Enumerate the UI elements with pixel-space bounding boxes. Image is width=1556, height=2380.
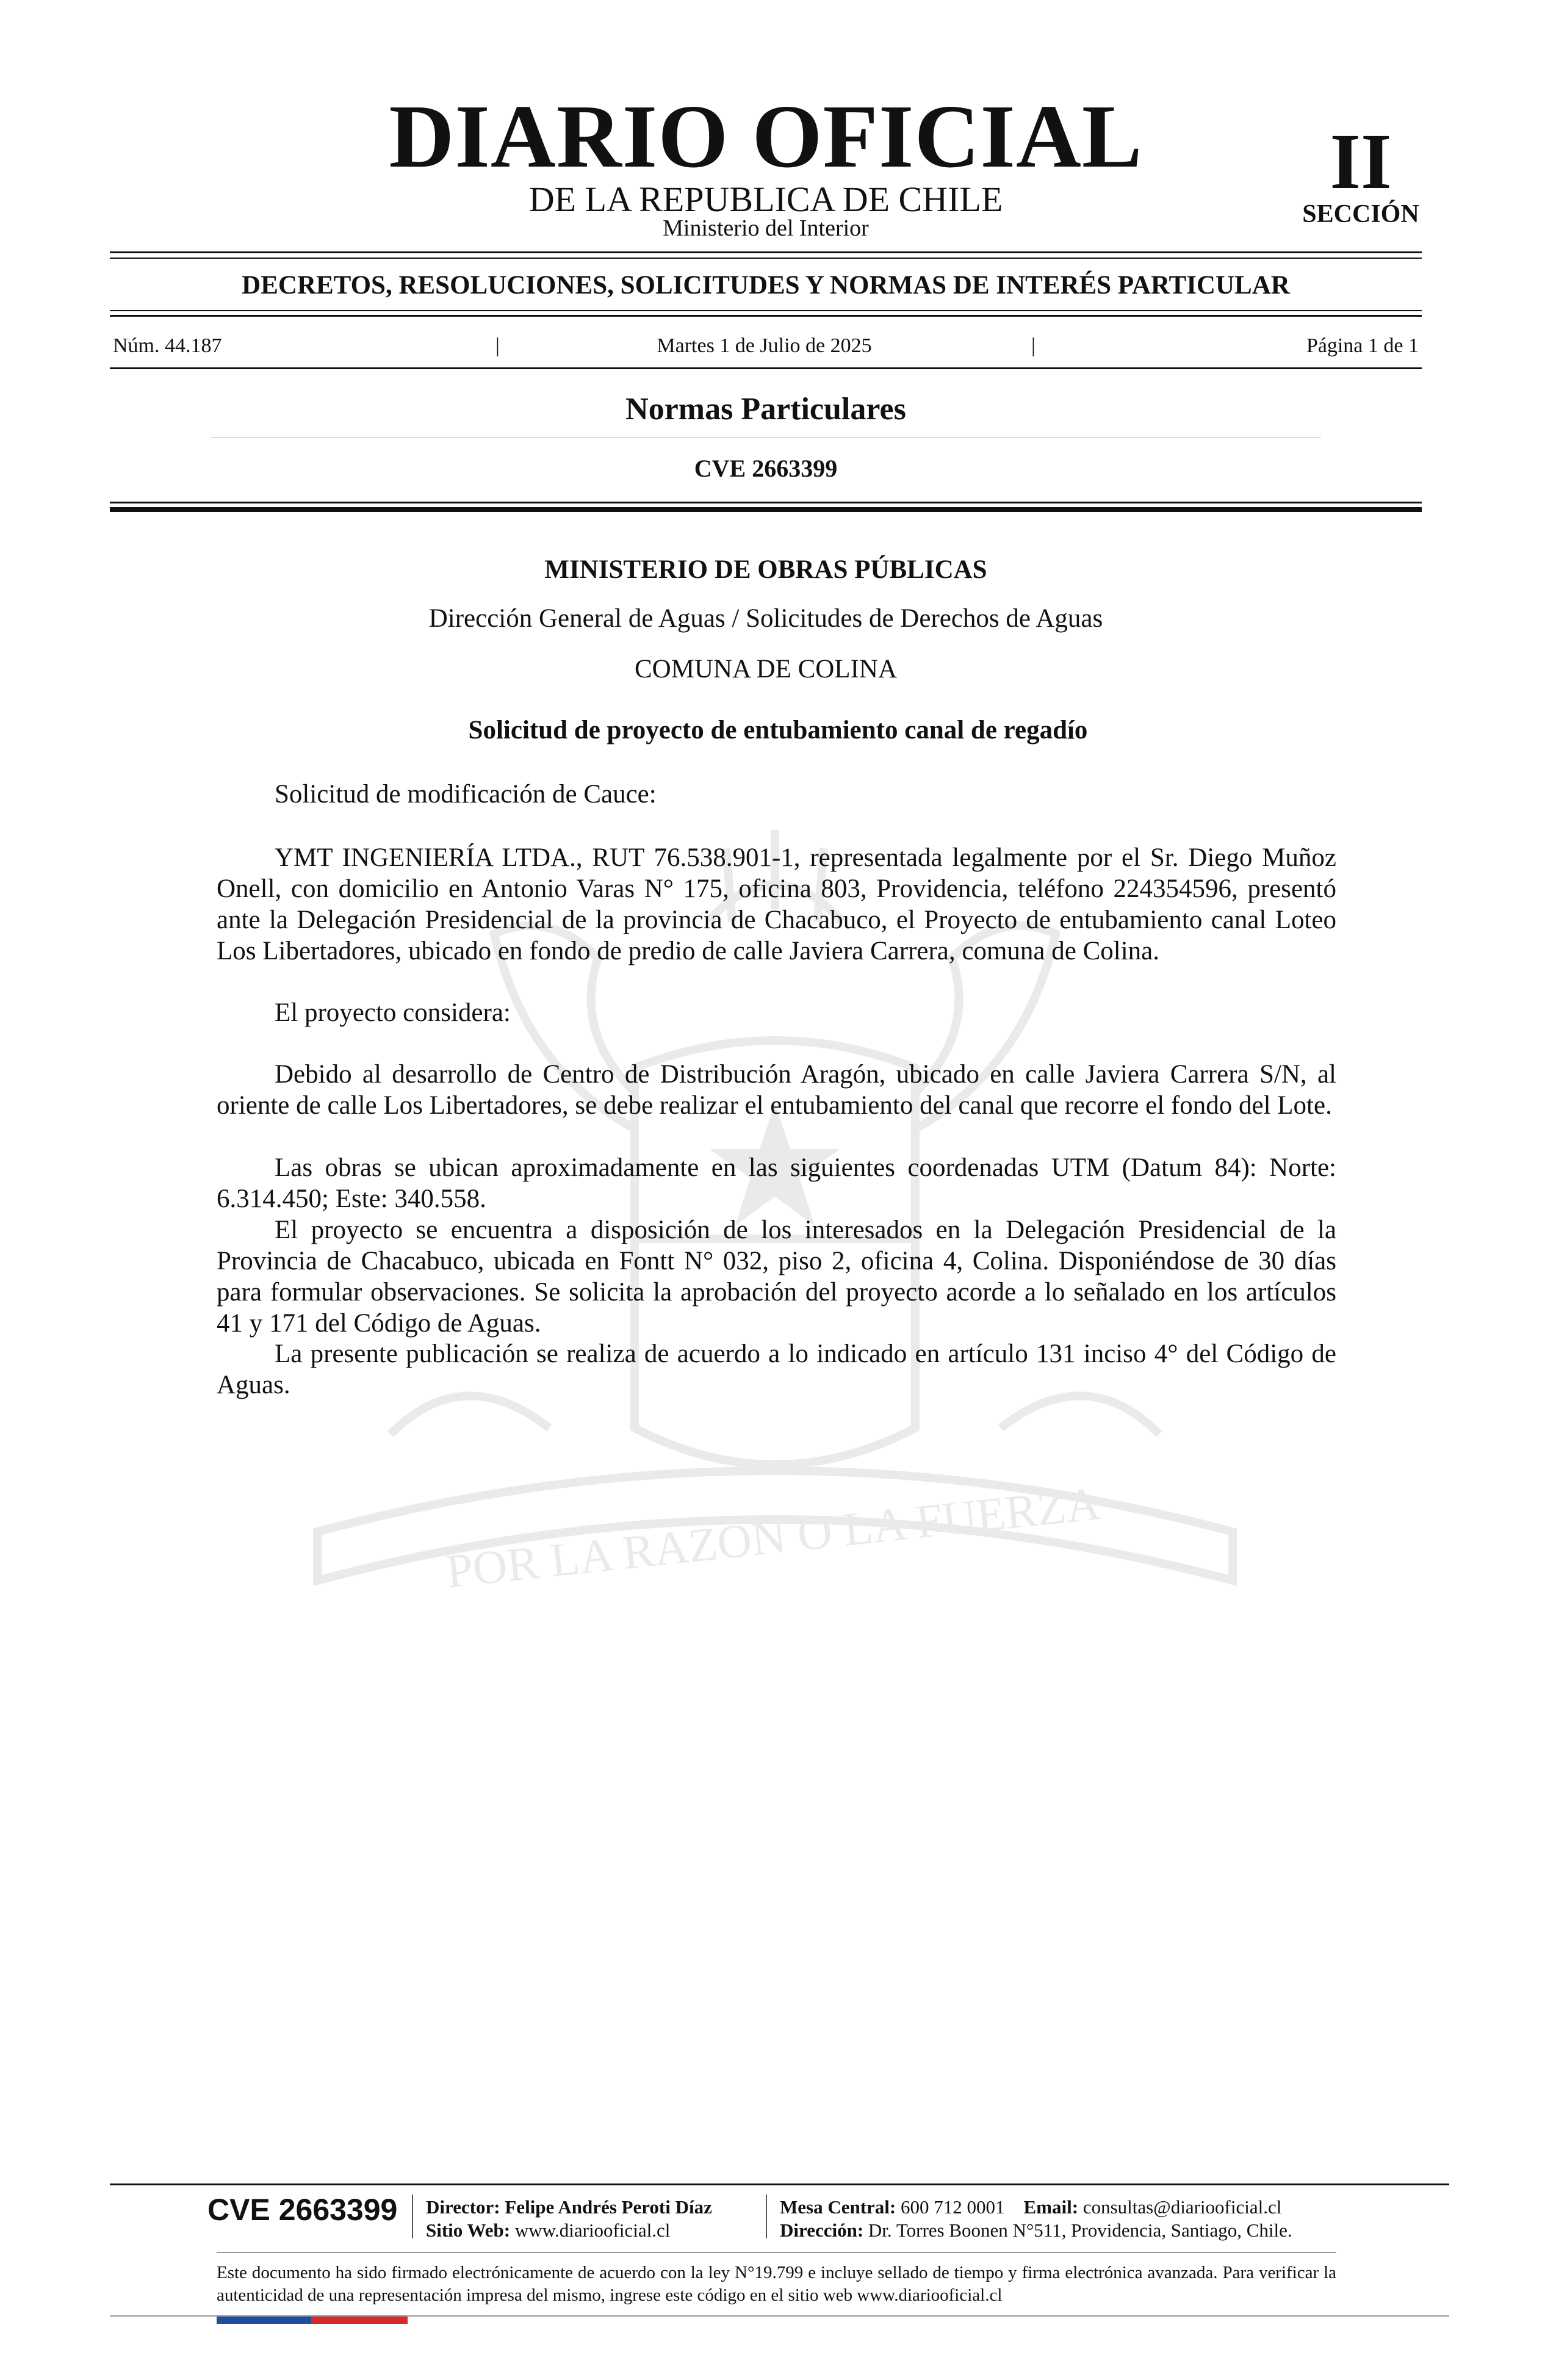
address-value: Dr. Torres Boonen N°511, Providencia, Santiago, Chile.	[868, 2220, 1292, 2241]
footer-separator	[766, 2194, 767, 2238]
footer-director-block	[426, 2196, 712, 2242]
masthead-title: DIARIO OFICIAL	[389, 87, 1143, 187]
direction-heading: Dirección General de Aguas / Solicitudes de Derechos de Aguas	[428, 604, 1103, 633]
website-link[interactable]: www.diariooficial.cl	[514, 2220, 671, 2241]
divider	[211, 437, 1321, 438]
divider	[110, 367, 1422, 369]
section-title: Normas Particulares	[625, 392, 906, 427]
divider	[110, 251, 1422, 253]
footer-contact-block	[780, 2196, 1292, 2242]
email-link[interactable]: consultas@diariooficial.cl	[1082, 2196, 1282, 2218]
issue-separator: |	[1031, 334, 1036, 357]
flag-stripe-blue	[217, 2317, 311, 2324]
divider	[110, 502, 1422, 503]
email-label: Email:	[1023, 2196, 1079, 2218]
issue-date: Martes 1 de Julio de 2025	[657, 334, 872, 357]
paragraph: La presente publicación se realiza de acuerdo a lo indicado en artículo 131 inciso 4° del Código de Aguas.	[217, 1340, 1336, 1399]
paragraph: YMT INGENIERÍA LTDA., RUT 76.538.901-1, representada legalmente por el Sr. Diego Muñoz Onell, con domicilio en Antonio Varas N° 175, oficina 803, Providencia, teléfono 224354596, presentó ante la Delegación Presidencial de la provincia de Chacabuco, el Proyecto de entubamiento canal Loteo Los Libertadores, ubicado en fondo de predio de calle Javiera Carrera, comuna de Colina.	[217, 843, 1336, 965]
publication-banner: DECRETOS, RESOLUCIONES, SOLICITUDES Y NORMAS DE INTERÉS PARTICULAR	[242, 271, 1290, 300]
paragraph: El proyecto se encuentra a disposición de los interesados en la Delegación Presidencial de la Provincia de Chacabuco, ubicada en Fontt N° 032, piso 2, oficina 4, Colina. Disponiéndose de 30 días para formular observaciones. Se solicita la aprobación del proyecto acorde a lo señalado en los artículos 41 y 171 del Código de Aguas.	[217, 1216, 1336, 1338]
page-indicator: Página 1 de 1	[1306, 334, 1419, 357]
watermark-motto: POR LA RAZÓN O LA FUERZA	[444, 1476, 1103, 1598]
section-label: SECCIÓN	[1302, 200, 1419, 228]
footer-cve-code: CVE 2663399	[207, 2193, 398, 2227]
flag-stripe-red	[311, 2317, 408, 2324]
commune-heading: COMUNA DE COLINA	[635, 655, 897, 683]
paragraph: Las obras se ubican aproximadamente en las siguientes coordenadas UTM (Datum 84): Norte: 6.314.450; Este: 340.558.	[217, 1153, 1336, 1213]
legal-notice: Este documento ha sido firmado electrónicamente de acuerdo con la ley N°19.799 e incluye sellado de tiempo y firma electrónica avanzada. Para verificar la autenticidad de una representación impresa del mismo, ingrese este código en el sitio web www.diariooficial.cl	[217, 2263, 1336, 2305]
masthead-subtitle: DE LA REPUBLICA DE CHILE	[528, 179, 1003, 219]
footer-divider	[217, 2252, 1336, 2253]
section-number: II	[1330, 118, 1392, 206]
issue-number: Núm. 44.187	[113, 334, 222, 357]
website-label: Sitio Web:	[426, 2220, 511, 2241]
director-label: Director:	[426, 2196, 500, 2218]
divider	[110, 315, 1422, 317]
paragraph: El proyecto considera:	[275, 998, 511, 1027]
issue-separator: |	[495, 334, 500, 357]
cve-code: CVE 2663399	[694, 455, 838, 482]
paragraph: Debido al desarrollo de Centro de Distribución Aragón, ubicado en calle Javiera Carrera S/N, al oriente de calle Los Libertadores, se debe realizar el entubamiento del canal que recorre el fondo del Lote.	[217, 1060, 1336, 1120]
footer-divider	[110, 2183, 1449, 2185]
masthead-ministry: Ministerio del Interior	[663, 215, 869, 241]
paragraph-lead: Solicitud de modificación de Cauce:	[275, 780, 657, 809]
divider	[110, 258, 1422, 259]
address-label: Dirección:	[780, 2220, 864, 2241]
footer-separator	[412, 2194, 413, 2238]
divider	[110, 507, 1422, 512]
phone-label: Mesa Central:	[780, 2196, 896, 2218]
director-name: Felipe Andrés Peroti Díaz	[505, 2196, 712, 2218]
request-title: Solicitud de proyecto de entubamiento canal de regadío	[468, 716, 1088, 745]
ministry-heading: MINISTERIO DE OBRAS PÚBLICAS	[544, 555, 987, 584]
divider	[110, 310, 1422, 311]
phone-value: 600 712 0001	[901, 2196, 1005, 2218]
